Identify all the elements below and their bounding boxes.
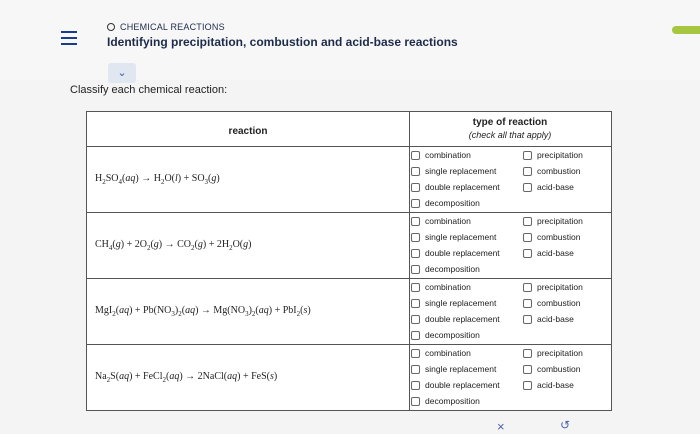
checkbox-label: combination: [425, 150, 471, 160]
chevron-down-icon[interactable]: ⌄: [108, 63, 136, 83]
checkbox-single-replacement[interactable]: [411, 364, 496, 374]
checkbox-box[interactable]: [411, 381, 420, 390]
table-row: [87, 344, 611, 410]
reaction-equation: $CH_4(g) + 2O_2(g) \to CO_2(g) + 2H_2O(g)$: [95, 239, 252, 252]
checkbox-acid-base[interactable]: [523, 182, 574, 192]
checkbox-box[interactable]: [411, 249, 420, 258]
checkbox-box[interactable]: [411, 265, 420, 274]
checkbox-box[interactable]: [411, 331, 420, 340]
column-header-type-hint: (check all that apply): [468, 130, 552, 140]
checkbox-decomposition[interactable]: [411, 396, 480, 406]
checkbox-label: acid-base: [537, 248, 574, 258]
checkbox-box[interactable]: [523, 183, 532, 192]
table-header: [87, 112, 611, 147]
top-bar: [0, 0, 700, 80]
checkbox-label: decomposition: [425, 198, 480, 208]
checkbox-label: precipitation: [537, 150, 583, 160]
checkbox-box[interactable]: [523, 283, 532, 292]
checkbox-box[interactable]: [523, 249, 532, 258]
checkbox-box[interactable]: [411, 183, 420, 192]
checkbox-decomposition[interactable]: [411, 330, 480, 340]
checkbox-label: decomposition: [425, 330, 480, 340]
checkbox-combination[interactable]: [411, 282, 471, 292]
checkbox-box[interactable]: [411, 397, 420, 406]
checkbox-label: combustion: [537, 298, 581, 308]
checkbox-box[interactable]: [411, 151, 420, 160]
checkbox-precipitation[interactable]: [523, 216, 583, 226]
checkbox-label: double replacement: [425, 248, 500, 258]
checkbox-box[interactable]: [523, 167, 532, 176]
checkbox-label: precipitation: [537, 282, 583, 292]
checkbox-box[interactable]: [523, 151, 532, 160]
checkbox-acid-base[interactable]: [523, 314, 574, 324]
checkbox-box[interactable]: [523, 365, 532, 374]
checkbox-double-replacement[interactable]: [411, 182, 500, 192]
checkbox-label: combustion: [537, 232, 581, 242]
checkbox-label: combustion: [537, 364, 581, 374]
checkbox-label: double replacement: [425, 380, 500, 390]
reaction-equation: $H_2SO_4(aq) \to H_2O(l) + SO_3(g)$: [95, 173, 220, 186]
checkbox-box[interactable]: [411, 349, 420, 358]
checkbox-box[interactable]: [411, 365, 420, 374]
checkbox-box[interactable]: [523, 217, 532, 226]
checkbox-label: acid-base: [537, 182, 574, 192]
undo-button[interactable]: ↺: [560, 418, 571, 432]
question-prompt: Classify each chemical reaction:: [70, 84, 228, 96]
checkbox-single-replacement[interactable]: [411, 232, 496, 242]
clear-button[interactable]: ×: [497, 419, 505, 434]
checkbox-label: double replacement: [425, 314, 500, 324]
reaction-equation: $Na_2S(aq)$ + FeCl$_2$(aq) → 2NaCl(aq) + FeS(s): [95, 371, 278, 384]
breadcrumb: [107, 22, 225, 32]
checkbox-double-replacement[interactable]: [411, 314, 500, 324]
checkbox-precipitation[interactable]: [523, 348, 583, 358]
checkbox-label: combination: [425, 216, 471, 226]
page-title: Identifying precipitation, combustion and acid-base reactions: [107, 35, 458, 49]
column-header-reaction: reaction: [228, 126, 268, 137]
checkbox-label: combination: [425, 348, 471, 358]
checkbox-box[interactable]: [523, 233, 532, 242]
classification-table: [86, 111, 612, 411]
checkbox-box[interactable]: [411, 217, 420, 226]
progress-bar: [672, 26, 700, 34]
checkbox-double-replacement[interactable]: [411, 380, 500, 390]
checkbox-label: acid-base: [537, 380, 574, 390]
checkbox-acid-base[interactable]: [523, 380, 574, 390]
checkbox-box[interactable]: [411, 199, 420, 208]
checkbox-decomposition[interactable]: [411, 198, 480, 208]
checkbox-label: acid-base: [537, 314, 574, 324]
checkbox-label: decomposition: [425, 396, 480, 406]
checkbox-label: single replacement: [425, 166, 497, 176]
table-row: [87, 212, 611, 279]
checkbox-label: decomposition: [425, 264, 480, 274]
checkbox-label: single replacement: [425, 232, 497, 242]
checkbox-single-replacement[interactable]: [411, 298, 496, 308]
checkbox-box[interactable]: [411, 315, 420, 324]
checkbox-box[interactable]: [523, 349, 532, 358]
checkbox-label: precipitation: [537, 216, 583, 226]
table-row: [87, 146, 611, 213]
column-header-type-title: type of reaction: [472, 117, 548, 128]
menu-icon[interactable]: [61, 31, 77, 45]
checkbox-combination[interactable]: [411, 348, 471, 358]
checkbox-label: combustion: [537, 166, 581, 176]
checkbox-combustion[interactable]: [523, 364, 580, 374]
checkbox-decomposition[interactable]: [411, 264, 480, 274]
table-row: [87, 278, 611, 345]
checkbox-combustion[interactable]: [523, 232, 580, 242]
checkbox-box[interactable]: [523, 315, 532, 324]
checkbox-box[interactable]: [411, 299, 420, 308]
checkbox-label: precipitation: [537, 348, 583, 358]
reaction-equation: $MgI_2(aq) + Pb(NO_3)_2(aq) \to Mg(NO_3)_2(aq) + PbI_2(s)$: [95, 305, 311, 318]
checkbox-combustion[interactable]: [523, 298, 580, 308]
checkbox-combination[interactable]: [411, 216, 471, 226]
checkbox-acid-base[interactable]: [523, 248, 574, 258]
checkbox-label: combination: [425, 282, 471, 292]
checkbox-combination[interactable]: [411, 150, 471, 160]
checkbox-box[interactable]: [411, 283, 420, 292]
column-header-type: [409, 117, 611, 142]
checkbox-label: double replacement: [425, 182, 500, 192]
checkbox-single-replacement[interactable]: [411, 166, 496, 176]
checkbox-label: single replacement: [425, 298, 497, 308]
checkbox-combustion[interactable]: [523, 166, 580, 176]
checkbox-precipitation[interactable]: [523, 282, 583, 292]
checkbox-box[interactable]: [523, 381, 532, 390]
checkbox-box[interactable]: [411, 233, 420, 242]
checkbox-label: single replacement: [425, 364, 497, 374]
checkbox-double-replacement[interactable]: [411, 248, 500, 258]
section-label: CHEMICAL REACTIONS: [120, 22, 225, 32]
checkbox-precipitation[interactable]: [523, 150, 583, 160]
status-circle-icon: [107, 23, 115, 31]
checkbox-box[interactable]: [523, 299, 532, 308]
checkbox-box[interactable]: [411, 167, 420, 176]
